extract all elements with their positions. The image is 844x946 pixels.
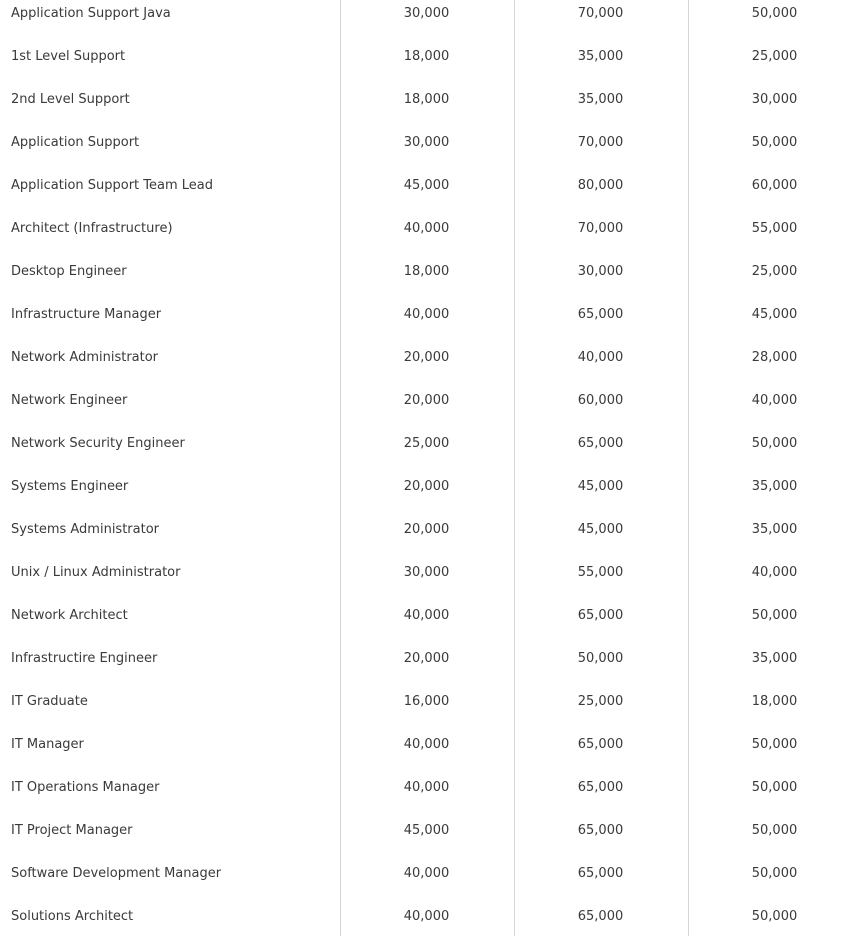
salary-max-cell: 70,000 bbox=[577, 221, 624, 236]
salary-min-cell: 20,000 bbox=[403, 350, 450, 365]
salary-avg-cell: 25,000 bbox=[751, 49, 798, 64]
salary-max-cell: 55,000 bbox=[577, 565, 624, 580]
salary-min-cell: 30,000 bbox=[403, 135, 450, 150]
salary-min-cell: 30,000 bbox=[403, 6, 450, 21]
salary-max-cell: 65,000 bbox=[577, 737, 624, 752]
role-cell: Systems Administrator bbox=[11, 522, 160, 537]
table-row bbox=[0, 602, 844, 645]
salary-max-cell: 25,000 bbox=[577, 694, 624, 709]
table-row bbox=[0, 301, 844, 344]
salary-max-cell: 65,000 bbox=[577, 909, 624, 924]
salary-avg-cell: 28,000 bbox=[751, 350, 798, 365]
role-cell: IT Project Manager bbox=[11, 823, 133, 838]
role-cell: Systems Engineer bbox=[11, 479, 129, 494]
salary-max-cell: 45,000 bbox=[577, 522, 624, 537]
salary-min-cell: 16,000 bbox=[403, 694, 450, 709]
role-cell: Application Support Java bbox=[11, 6, 171, 21]
role-cell: Infrastructure Manager bbox=[11, 307, 162, 322]
role-cell: 1st Level Support bbox=[11, 49, 126, 64]
salary-max-cell: 65,000 bbox=[577, 307, 624, 322]
salary-min-cell: 40,000 bbox=[403, 737, 450, 752]
salary-avg-cell: 50,000 bbox=[751, 866, 798, 881]
salary-max-cell: 35,000 bbox=[577, 49, 624, 64]
table-row bbox=[0, 43, 844, 86]
role-cell: Network Engineer bbox=[11, 393, 128, 408]
salary-max-cell: 65,000 bbox=[577, 866, 624, 881]
salary-min-cell: 40,000 bbox=[403, 307, 450, 322]
salary-max-cell: 65,000 bbox=[577, 780, 624, 795]
role-cell: Application Support bbox=[11, 135, 140, 150]
table-row bbox=[0, 559, 844, 602]
table-row bbox=[0, 86, 844, 129]
salary-avg-cell: 50,000 bbox=[751, 737, 798, 752]
salary-avg-cell: 55,000 bbox=[751, 221, 798, 236]
table-row bbox=[0, 215, 844, 258]
salary-min-cell: 45,000 bbox=[403, 823, 450, 838]
role-cell: Network Architect bbox=[11, 608, 128, 623]
salary-avg-cell: 40,000 bbox=[751, 393, 798, 408]
table-row bbox=[0, 387, 844, 430]
table-row bbox=[0, 731, 844, 774]
salary-max-cell: 70,000 bbox=[577, 6, 624, 21]
table-row bbox=[0, 860, 844, 903]
role-cell: Network Security Engineer bbox=[11, 436, 185, 451]
salary-avg-cell: 40,000 bbox=[751, 565, 798, 580]
salary-min-cell: 18,000 bbox=[403, 92, 450, 107]
role-cell: Network Administrator bbox=[11, 350, 159, 365]
salary-min-cell: 20,000 bbox=[403, 651, 450, 666]
salary-min-cell: 30,000 bbox=[403, 565, 450, 580]
salary-avg-cell: 50,000 bbox=[751, 135, 798, 150]
salary-max-cell: 45,000 bbox=[577, 479, 624, 494]
salary-min-cell: 40,000 bbox=[403, 780, 450, 795]
role-cell: Unix / Linux Administrator bbox=[11, 565, 181, 580]
salary-min-cell: 20,000 bbox=[403, 479, 450, 494]
role-cell: Desktop Engineer bbox=[11, 264, 127, 279]
salary-min-cell: 40,000 bbox=[403, 221, 450, 236]
salary-avg-cell: 25,000 bbox=[751, 264, 798, 279]
role-cell: 2nd Level Support bbox=[11, 92, 130, 107]
salary-avg-cell: 35,000 bbox=[751, 522, 798, 537]
role-cell: IT Graduate bbox=[11, 694, 88, 709]
salary-min-cell: 25,000 bbox=[403, 436, 450, 451]
table-row bbox=[0, 129, 844, 172]
salary-min-cell: 45,000 bbox=[403, 178, 450, 193]
salary-avg-cell: 45,000 bbox=[751, 307, 798, 322]
table-row bbox=[0, 903, 844, 946]
table-row bbox=[0, 172, 844, 215]
salary-avg-cell: 50,000 bbox=[751, 436, 798, 451]
table-row bbox=[0, 473, 844, 516]
salary-avg-cell: 50,000 bbox=[751, 6, 798, 21]
salary-avg-cell: 50,000 bbox=[751, 608, 798, 623]
salary-avg-cell: 35,000 bbox=[751, 479, 798, 494]
salary-min-cell: 20,000 bbox=[403, 393, 450, 408]
salary-max-cell: 80,000 bbox=[577, 178, 624, 193]
salary-max-cell: 60,000 bbox=[577, 393, 624, 408]
salary-max-cell: 65,000 bbox=[577, 823, 624, 838]
salary-max-cell: 30,000 bbox=[577, 264, 624, 279]
role-cell: Application Support Team Lead bbox=[11, 178, 214, 193]
salary-min-cell: 40,000 bbox=[403, 608, 450, 623]
salary-min-cell: 40,000 bbox=[403, 909, 450, 924]
table-row bbox=[0, 344, 844, 387]
salary-max-cell: 65,000 bbox=[577, 436, 624, 451]
salary-min-cell: 18,000 bbox=[403, 49, 450, 64]
salary-min-cell: 18,000 bbox=[403, 264, 450, 279]
salary-min-cell: 20,000 bbox=[403, 522, 450, 537]
salary-avg-cell: 60,000 bbox=[751, 178, 798, 193]
salary-max-cell: 35,000 bbox=[577, 92, 624, 107]
salary-min-cell: 40,000 bbox=[403, 866, 450, 881]
salary-max-cell: 40,000 bbox=[577, 350, 624, 365]
salary-avg-cell: 50,000 bbox=[751, 823, 798, 838]
table-row bbox=[0, 688, 844, 731]
salary-avg-cell: 30,000 bbox=[751, 92, 798, 107]
role-cell: IT Manager bbox=[11, 737, 84, 752]
table-row bbox=[0, 0, 844, 43]
table-row bbox=[0, 258, 844, 301]
table-row bbox=[0, 430, 844, 473]
salary-max-cell: 65,000 bbox=[577, 608, 624, 623]
salary-avg-cell: 18,000 bbox=[751, 694, 798, 709]
role-cell: Infrastructire Engineer bbox=[11, 651, 158, 666]
role-cell: Architect (Infrastructure) bbox=[11, 221, 173, 236]
table-row bbox=[0, 645, 844, 688]
role-cell: Solutions Architect bbox=[11, 909, 134, 924]
table-row bbox=[0, 516, 844, 559]
salary-avg-cell: 35,000 bbox=[751, 651, 798, 666]
salary-max-cell: 50,000 bbox=[577, 651, 624, 666]
role-cell: Software Development Manager bbox=[11, 866, 222, 881]
role-cell: IT Operations Manager bbox=[11, 780, 160, 795]
salary-avg-cell: 50,000 bbox=[751, 909, 798, 924]
table-row bbox=[0, 817, 844, 860]
table-row bbox=[0, 774, 844, 817]
salary-avg-cell: 50,000 bbox=[751, 780, 798, 795]
salary-max-cell: 70,000 bbox=[577, 135, 624, 150]
